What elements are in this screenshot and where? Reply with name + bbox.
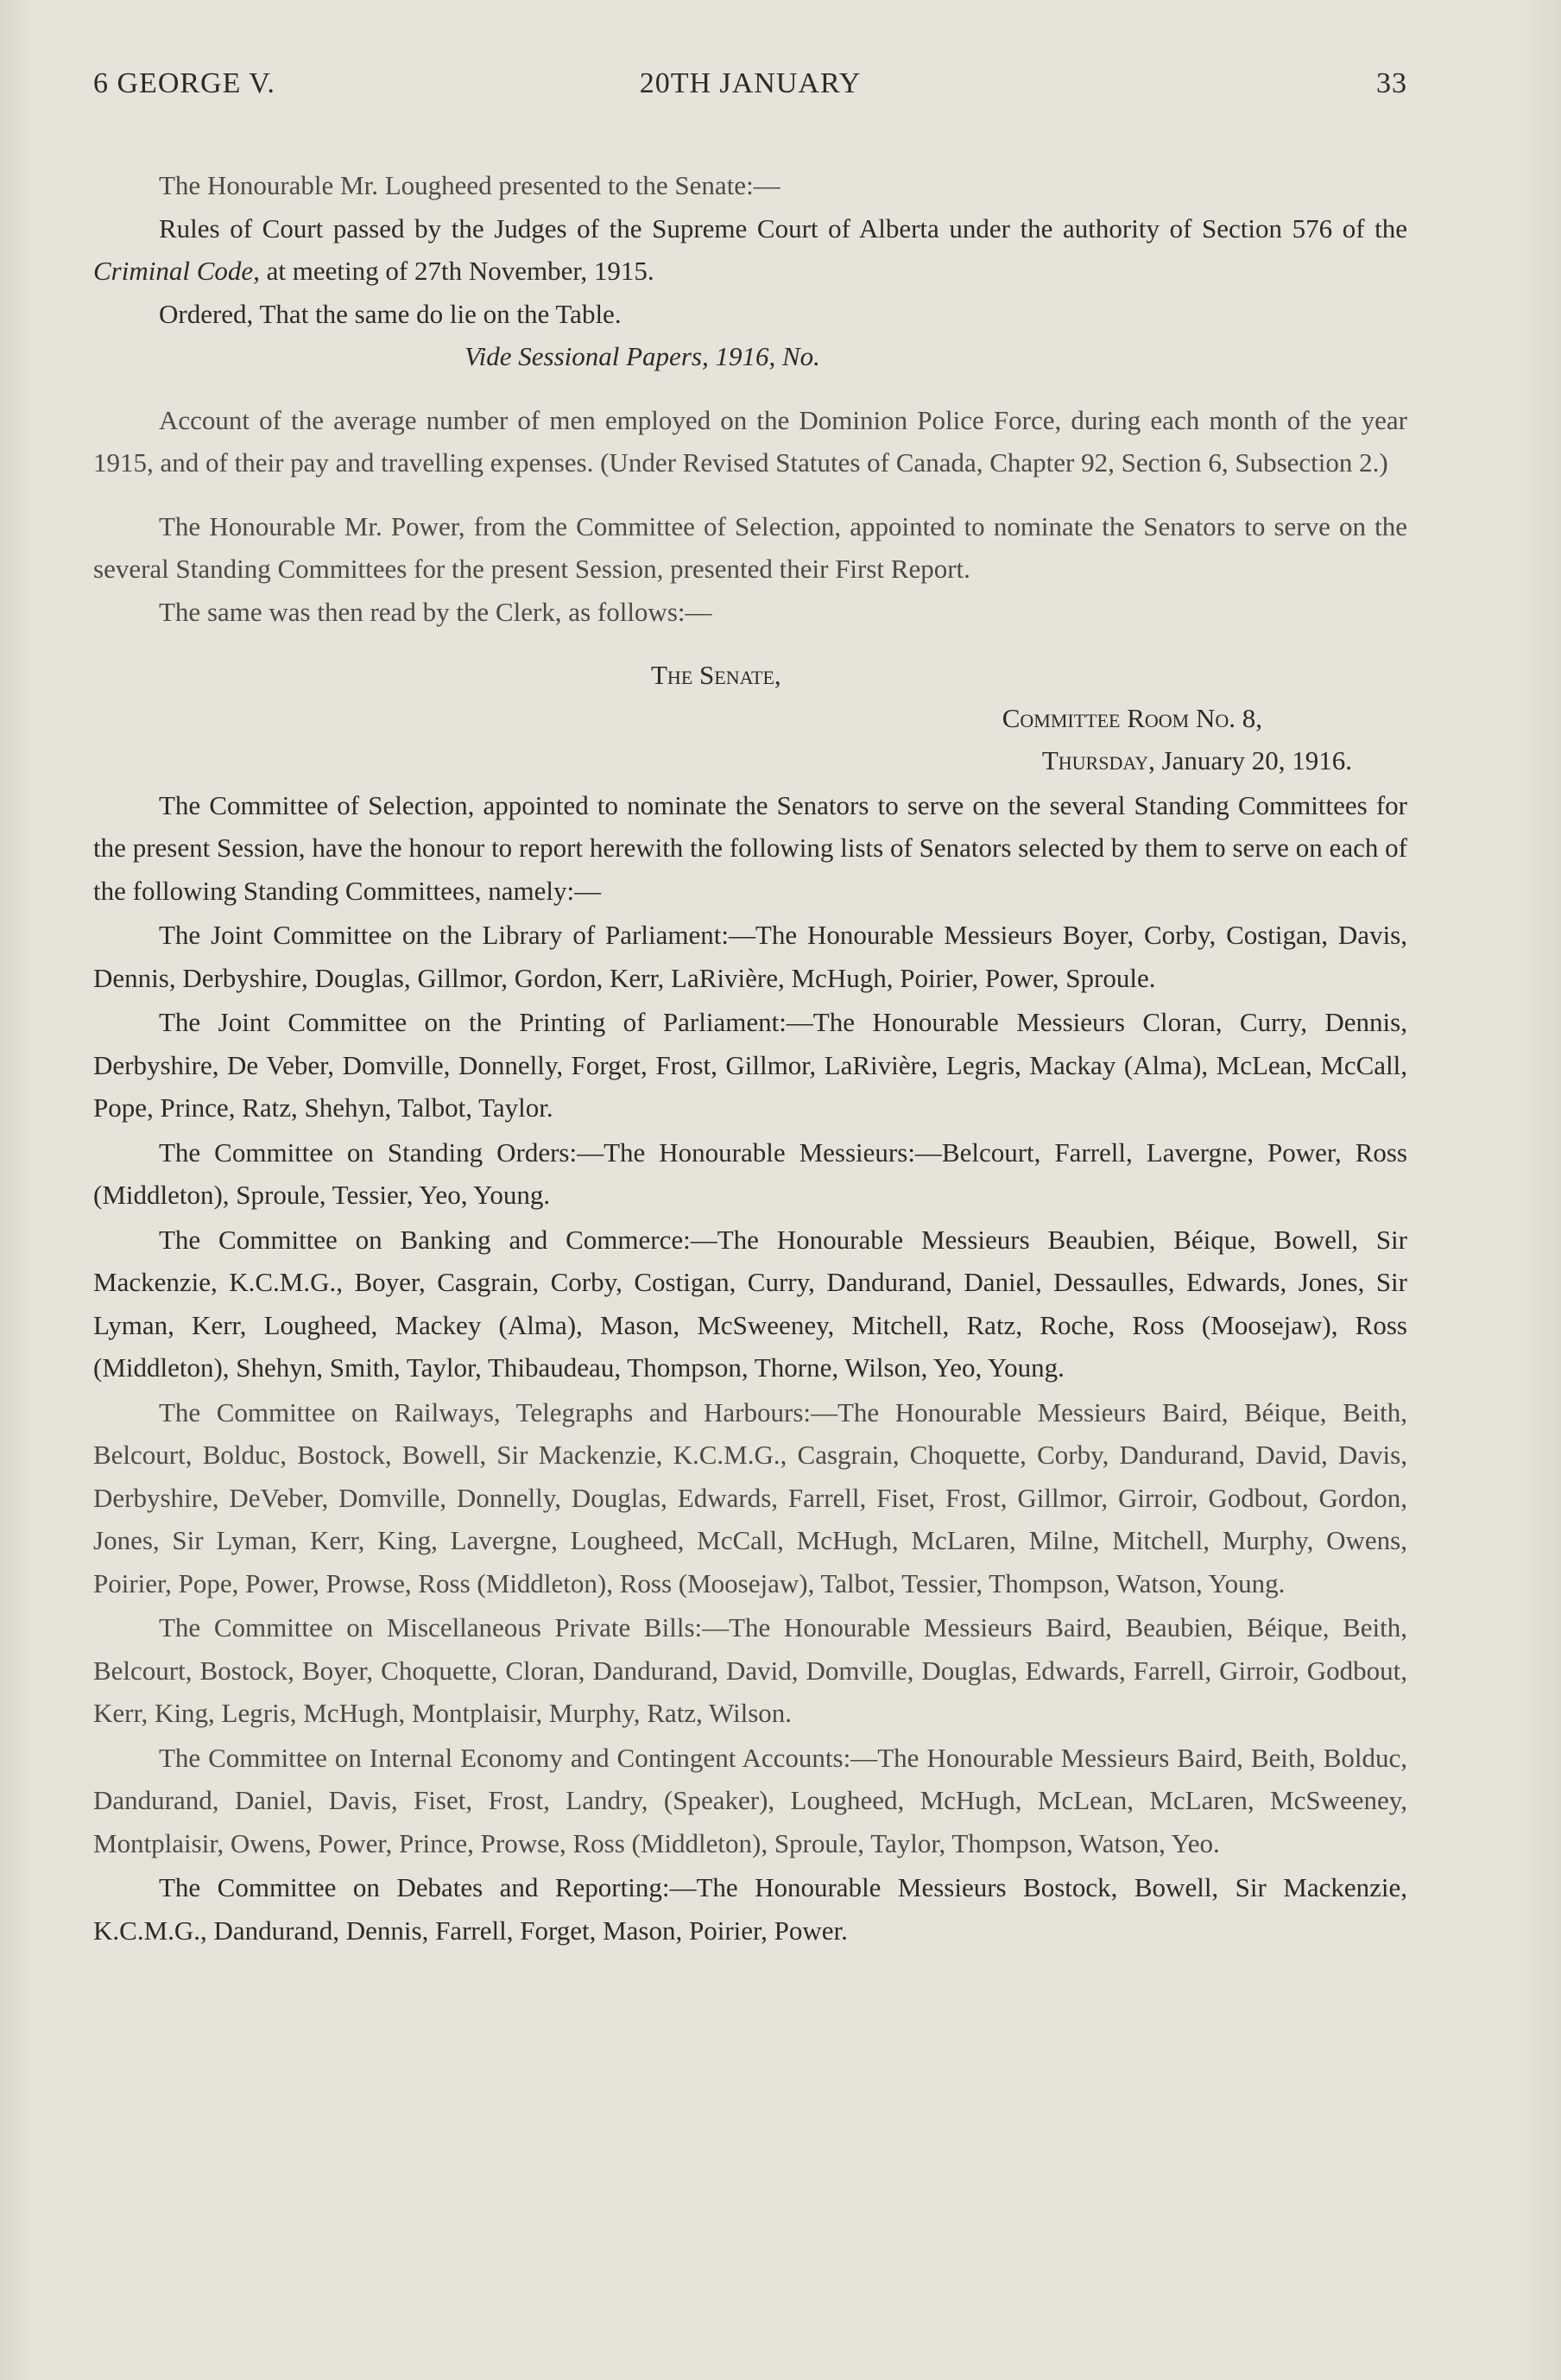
rules-text-b: at meeting of 27th November, 1915. (259, 256, 654, 286)
paragraph-private-bills-committee: The Committee on Miscellaneous Private Bills:—The Honourable Messieurs Baird, Beaubien, Béique, Beith, Belcourt, Bostock, Boyer, Choquette, Cloran, Dandurand, David, Domville, Douglas, Edwards, Farrell, Girroir, Godbout, Kerr, King, Legris, McHugh, Montplaisir, Murphy, Ratz, Wilson. (93, 1612, 1407, 1728)
rules-text-a: Rules of Court passed by the Judges of the Supreme Court of Alberta under the authority of Section 576 of the (159, 212, 1407, 244)
report-date (93, 739, 1407, 782)
spacer (93, 633, 1407, 654)
paragraph-power-report: The Honourable Mr. Power, from the Committee of Selection, appointed to nominate the Senators to serve on the several Standing Committees for the present Session, presented their First Report. (93, 510, 1407, 584)
paragraph-printing-committee: The Joint Committee on the Printing of Parliament:—The Honourable Messieurs Cloran, Curry, Dennis, Derbyshire, De Veber, Domville, Donnelly, Forget, Frost, Gillmor, LaRivière, Legris, Mackay (Alma), McLean, McCall, Pope, Prince, Ratz, Shehyn, Talbot, Taylor. (93, 1007, 1407, 1123)
spacer (93, 378, 1407, 399)
paragraph-police-account: Account of the average number of men employed on the Dominion Police Force, during each month of the year 1915, and of their pay and travelling expenses. (Under Revised Statutes of Canada, Chapter 92, Section 6, Subsection 2.) (93, 404, 1407, 478)
paragraph-banking-committee: The Committee on Banking and Commerce:—The Honourable Messieurs Beaubien, Béique, Bowell, Sir Mackenzie, K.C.M.G., Boyer, Casgrain, Corby, Costigan, Curry, Dandurand, Daniel, Dessaulles, Edwards, Jones, Sir Lyman, Kerr, Lougheed, Mackey (Alma), Mason, McSweeney, Mitchell, Ratz, Roche, Ross (Moosejaw), Ross (Middleton), Shehyn, Smith, Taylor, Thibaudeau, Thompson, Thorne, Wilson, Yeo, Young. (93, 1224, 1407, 1383)
report-date-text: January 20, 1916. (1154, 745, 1352, 775)
paragraph-railways-committee: The Committee on Railways, Telegraphs and Harbours:—The Honourable Messieurs Baird, Béique, Beith, Belcourt, Bolduc, Bostock, Bowell, Sir Mackenzie, K.C.M.G., Casgrain, Choquette, Corby, Dandurand, David, Davis, Derbyshire, DeVeber, Domville, Donnelly, Douglas, Edwards, Farrell, Fiset, Frost, Gillmor, Girroir, Godbout, Gordon, Jones, Sir Lyman, Kerr, King, Lavergne, Lougheed, McCall, McHugh, McLaren, Milne, Mitchell, Murphy, Owens, Poirier, Pope, Power, Prowse, Ross (Middleton), Ross (Moosejaw), Talbot, Tessier, Thompson, Watson, Young. (93, 1396, 1407, 1598)
paragraph-committee-of-selection: The Committee of Selection, appointed to nominate the Senators to serve on the several Standing Committees for the present Session, have the honour to report herewith the following lists of Senators selected by them to serve on each of the following Standing Committees, namely:— (93, 789, 1407, 906)
criminal-code-title: Criminal Code, (93, 256, 260, 286)
header-regnal-year: 6 GEORGE V. (93, 67, 275, 99)
report-day: Thursday, (1041, 745, 1155, 775)
paragraph-internal-economy-committee: The Committee on Internal Economy and Contingent Accounts:—The Honourable Messieurs Baird, Beith, Bolduc, Dandurand, Daniel, Davis, Fiset, Frost, Landry, (Speaker), Lougheed, McHugh, McLean, McLaren, McSweeney, Montplaisir, Owens, Power, Prince, Prowse, Ross (Middleton), Sproule, Taylor, Thompson, Watson, Yeo. (93, 1742, 1407, 1858)
journal-body (93, 164, 1407, 1952)
spacer (93, 484, 1407, 505)
paragraph-read-by-clerk: The same was then read by the Clerk, as follows:— (159, 596, 712, 627)
paragraph-library-committee: The Joint Committee on the Library of Parliament:—The Honourable Messieurs Boyer, Corby, Costigan, Davis, Dennis, Derbyshire, Douglas, Gillmor, Gordon, Kerr, LaRivière, McHugh, Poirier, Power, Sproule. (93, 920, 1407, 993)
report-heading-senate: The Senate, (651, 660, 781, 690)
vide-sessional-papers: Vide Sessional Papers, 1916, No. (465, 341, 820, 371)
paragraph-lougheed-presented: The Honourable Mr. Lougheed presented to the Senate:— (159, 170, 780, 200)
paragraph-debates-committee: The Committee on Debates and Reporting:—The Honourable Messieurs Bostock, Bowell, Sir Mackenzie, K.C.M.G., Dandurand, Dennis, Farrell, Forget, Mason, Poirier, Power. (93, 1872, 1407, 1946)
page-number: 33 (1376, 67, 1407, 99)
header-date: 20TH JANUARY (639, 67, 862, 99)
paragraph-rules-of-court (93, 207, 1407, 293)
paragraph-standing-orders-committee: The Committee on Standing Orders:—The Honourable Messieurs:—Belcourt, Farrell, Lavergne, Power, Ross (Middleton), Sproule, Tessier, Yeo, Young. (93, 1136, 1407, 1210)
paragraph-ordered: Ordered, That the same do lie on the Table. (159, 298, 622, 329)
report-committee-room: Committee Room No. 8, (1002, 702, 1262, 733)
